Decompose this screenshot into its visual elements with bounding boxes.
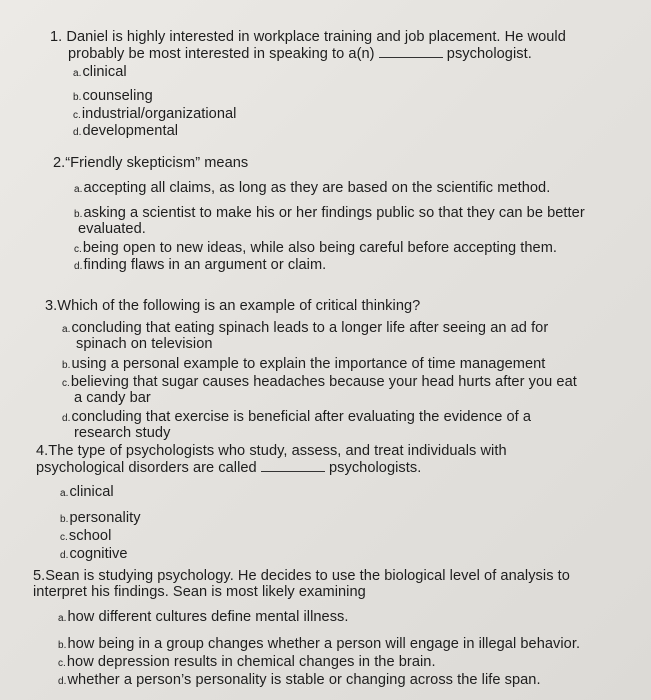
question-4-stem-after-blank: psychologists. xyxy=(328,460,422,476)
question-2-stem: 2.“Friendly skepticism” means xyxy=(53,155,249,171)
option-d[interactable]: d.cognitive xyxy=(60,546,128,562)
question-1-stem-line2 xyxy=(68,45,532,63)
option-d[interactable]: d.concluding that exercise is beneficial after evaluating the evidence of a xyxy=(62,409,532,425)
option-b[interactable]: b.asking a scientist to make his or her findings public so that they can be better xyxy=(74,205,585,221)
option-d[interactable]: d.whether a person’s personality is stable or changing across the life span. xyxy=(58,672,541,688)
option-b-continued: evaluated. xyxy=(78,221,146,237)
option-b[interactable]: b.using a personal example to explain the importance of time management xyxy=(62,356,546,372)
option-c[interactable]: c.how depression results in chemical changes in the brain. xyxy=(58,654,436,670)
option-b[interactable]: b.counseling xyxy=(73,88,153,104)
option-b[interactable]: b.how being in a group changes whether a person will engage in illegal behavior. xyxy=(58,636,581,652)
option-a[interactable]: a.accepting all claims, as long as they are based on the scientific method. xyxy=(74,180,551,196)
question-4-stem-line2 xyxy=(36,459,421,477)
question-4-stem-line1: 4.The type of psychologists who study, assess, and treat individuals with xyxy=(36,443,507,459)
question-5-stem-line2: interpret his findings. Sean is most likely examining xyxy=(33,584,366,600)
option-a[interactable]: a.clinical xyxy=(73,64,127,80)
option-c[interactable]: c.school xyxy=(60,528,112,544)
answer-blank xyxy=(261,459,325,472)
option-c[interactable]: c.industrial/organizational xyxy=(73,106,237,122)
option-a[interactable]: a.concluding that eating spinach leads to a longer life after seeing an ad for xyxy=(62,320,549,336)
option-c[interactable]: c.believing that sugar causes headaches because your head hurts after you eat xyxy=(62,374,577,390)
question-1-stem-after-blank: psychologist. xyxy=(446,46,532,62)
option-c-continued: a candy bar xyxy=(74,390,151,406)
question-3-stem: 3.Which of the following is an example of critical thinking? xyxy=(45,298,421,314)
option-a[interactable]: a.how different cultures define mental illness. xyxy=(58,609,349,625)
option-d-continued: research study xyxy=(74,425,171,441)
option-d[interactable]: d.finding flaws in an argument or claim. xyxy=(74,257,327,273)
option-d[interactable]: d.developmental xyxy=(73,123,179,139)
option-a[interactable]: a.clinical xyxy=(60,484,114,500)
question-1-stem-before-blank: probably be most interested in speaking to a(n) xyxy=(68,46,375,62)
option-b[interactable]: b.personality xyxy=(60,510,141,526)
answer-blank xyxy=(379,45,443,58)
option-a-continued: spinach on television xyxy=(76,336,213,352)
question-4-stem-before-blank: psychological disorders are called xyxy=(36,460,257,476)
question-5-stem-line1: 5.Sean is studying psychology. He decides to use the biological level of analysis to xyxy=(33,568,570,584)
question-1-stem-line1: 1. Daniel is highly interested in workplace training and job placement. He would xyxy=(50,29,566,45)
option-c[interactable]: c.being open to new ideas, while also being careful before accepting them. xyxy=(74,240,558,256)
